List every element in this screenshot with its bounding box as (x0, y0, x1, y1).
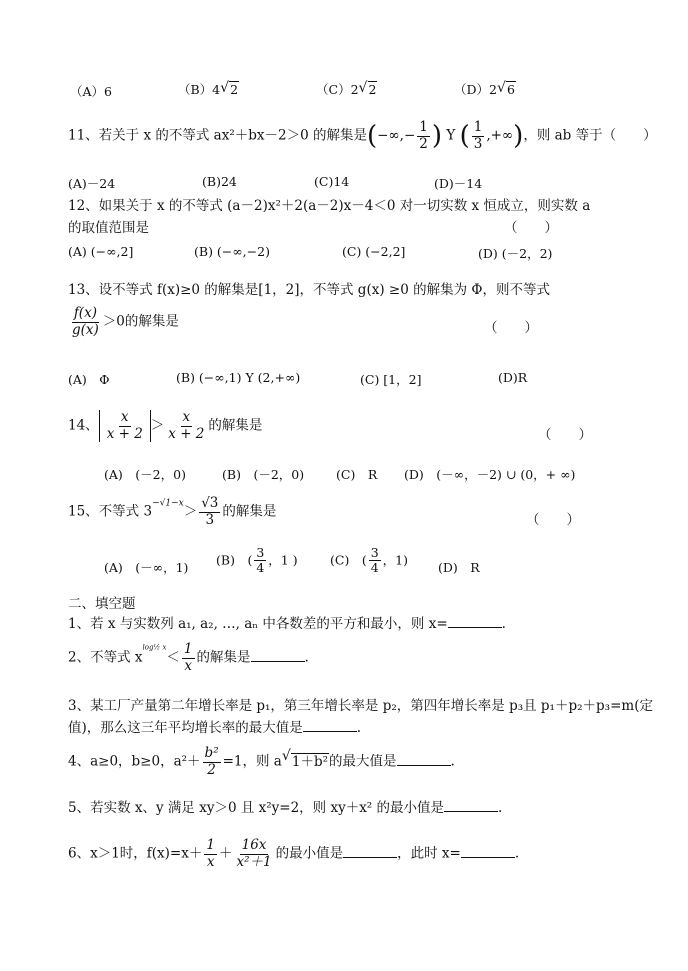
fraction: $\frac{f(x)}{g(x)}$ (72, 305, 99, 338)
sqrt-symbol: √ 2 (220, 80, 239, 97)
fill-question-3-line2: 值)，那么这三年平均增长率的最大值是 . (68, 720, 362, 736)
q12-option-b: (B) (−∞,−2) (194, 244, 270, 259)
fill-question-3-line1: 3、某工厂产量第二年增长率是 p₁，第三年增长率是 p₂，第四年增长率是 p₃且 p₁＋p₂＋p₃=m(定 (68, 698, 653, 714)
fraction: $\frac{x}{x + 2}$ (106, 409, 143, 442)
q15-label: 15、不等式 3 (68, 503, 153, 520)
q14-label: 14、 (68, 417, 99, 434)
sqrt-symbol: √ 2 (358, 80, 377, 97)
answer-blank[interactable] (343, 845, 397, 858)
q14-option-d: (D) (－∞，－2) ∪ (0，+ ∞) (404, 467, 576, 482)
fraction: $\frac{√3}{3}$ (201, 495, 219, 528)
question-14 (68, 410, 262, 442)
answer-blank[interactable] (303, 719, 357, 732)
q13-option-d: (D)R (498, 370, 528, 385)
answer-blank[interactable] (397, 753, 451, 766)
q14-option-b: (B) (－2，0) (222, 467, 305, 482)
absolute-value (99, 410, 151, 442)
q10-option-a: （A）6 (70, 84, 112, 99)
question-12-line1: 12、如果关于 x 的不等式 (a－2)x²＋2(a－2)x－4＜0 对一切实数 x 恒成立，则实数 a (68, 198, 591, 214)
q15-suffix: 的解集是 (222, 503, 277, 520)
fill-question-2: 2、不等式 $x^{log\frac{1}{2} x}<$ $\frac{1}{x}$ 的解集是 . (68, 641, 309, 674)
q14-answer-paren: （ ） (538, 427, 592, 443)
greater-than: ＞ (183, 503, 198, 520)
fraction: $\frac{x}{x + 2}$ (168, 409, 205, 442)
sqrt-symbol: √ 1＋b² (281, 747, 329, 770)
q11-option-d: (D)－14 (434, 176, 483, 191)
fraction: $\frac{1}{x}$ (183, 641, 193, 674)
answer-blank[interactable] (251, 649, 305, 662)
fraction: $\frac{1}{x}$ (206, 837, 215, 870)
q15-answer-paren: （ ） (526, 512, 580, 528)
fraction: $\frac{3}{4}$ (370, 545, 379, 576)
union-symbol: Y (446, 127, 456, 144)
q13-option-b: (B) (−∞,1) Y (2,+∞) (176, 370, 301, 385)
fraction: $\frac{16x}{\text{x²＋1}}$ (236, 837, 272, 870)
question-15 (68, 496, 276, 528)
q10-option-b: （B）4 √ 2 (178, 80, 239, 97)
section-2-title: 二、填空题 (68, 596, 136, 612)
q10-option-c: （C）2 √ 2 (316, 80, 377, 97)
q15-exponent: −√1−x (152, 498, 184, 509)
q13-condition: ＞0的解集是 (102, 313, 179, 330)
q11-stem: 11、若关于 x 的不等式 ax²＋bx－2＞0 的解集是 (68, 127, 367, 144)
q15-option-a: (A) (－∞，1) (104, 560, 189, 575)
fraction: $\frac{\text{b²}}{2}$ (204, 745, 219, 778)
q14-suffix: 的解集是 (208, 417, 263, 434)
fraction: $\frac{1}{3}$ (473, 119, 483, 152)
q12-option-d: (D) (－2，2) (478, 246, 553, 261)
q11-suffix: ，则 ab 等于（ ） (523, 127, 657, 144)
answer-blank[interactable] (461, 845, 515, 858)
fraction: $\frac{3}{4}$ (256, 545, 265, 576)
fraction: $\frac{1}{2}$ (419, 119, 428, 152)
q11-interval-end: ,+∞ (486, 127, 514, 144)
fill-question-4: 4、a≥0，b≥0，a²＋ $\frac{\text{b²}}{2}$ =1，则 a √ 1＋b²的最大值是 . (68, 745, 455, 778)
sqrt-symbol: √ 6 (496, 80, 515, 97)
q11-option-b: (B)24 (202, 174, 237, 189)
greater-than: ＞ (150, 417, 165, 434)
q11-option-c: (C)14 (314, 174, 350, 189)
question-12-line2: 的取值范围是 (68, 220, 149, 236)
q14-option-c: (C) R (336, 467, 378, 482)
q12-option-c: (C) (−2,2] (342, 244, 406, 259)
q15-option-c: (C) ( $\frac{3}{4}$ ，1) (330, 545, 408, 576)
q15-option-b: (B) ( $\frac{3}{4}$ ，1 ) (216, 545, 298, 576)
q14-option-a: (A) (－2，0) (104, 467, 186, 482)
q11-interval-start: −∞,− (377, 127, 416, 144)
answer-blank[interactable] (444, 799, 498, 812)
q12-answer-paren: （ ） (504, 220, 558, 236)
question-13-line1: 13、设不等式 f(x)≥0 的解集是[1，2]，不等式 g(x) ≥0 的解集为 Φ，则不等式 (68, 282, 550, 298)
q13-answer-paren: （ ） (484, 320, 538, 336)
q10-option-d: （D）2 √ 6 (454, 80, 515, 97)
q13-option-a: (A) Φ (68, 372, 110, 387)
q13-option-c: (C) [1，2] (360, 372, 422, 387)
fill-question-1: 1、若 x 与实数列 a₁, a₂, …, aₙ 中各数差的平方和最小，则 x= . (68, 616, 506, 632)
q12-option-a: (A) (−∞,2] (68, 244, 134, 259)
f2-exponent: log½ x (142, 643, 167, 652)
fill-question-6: 6、x＞1时，f(x)=x＋ $\frac{1}{x}$ ＋ $\frac{16x}{\text{x²＋1}}$ 的最小值是 ，此时 x= . (68, 837, 520, 870)
q11-option-a: (A)－24 (68, 176, 116, 191)
answer-blank[interactable] (448, 615, 502, 628)
question-13-line2 (68, 306, 179, 338)
fill-question-5: 5、若实数 x、y 满足 xy＞0 且 x²y=2，则 xy＋x² 的最小值是 . (68, 800, 503, 816)
q15-option-d: (D) R (438, 560, 480, 575)
question-11: 11、若关于 x 的不等式 ax²＋bx－2＞0 的解集是(−∞,− $\frac{1}{2}$ ) Y ( $\frac{1}{3}$ ,+∞)，则 ab 等于（ ） (68, 119, 657, 152)
